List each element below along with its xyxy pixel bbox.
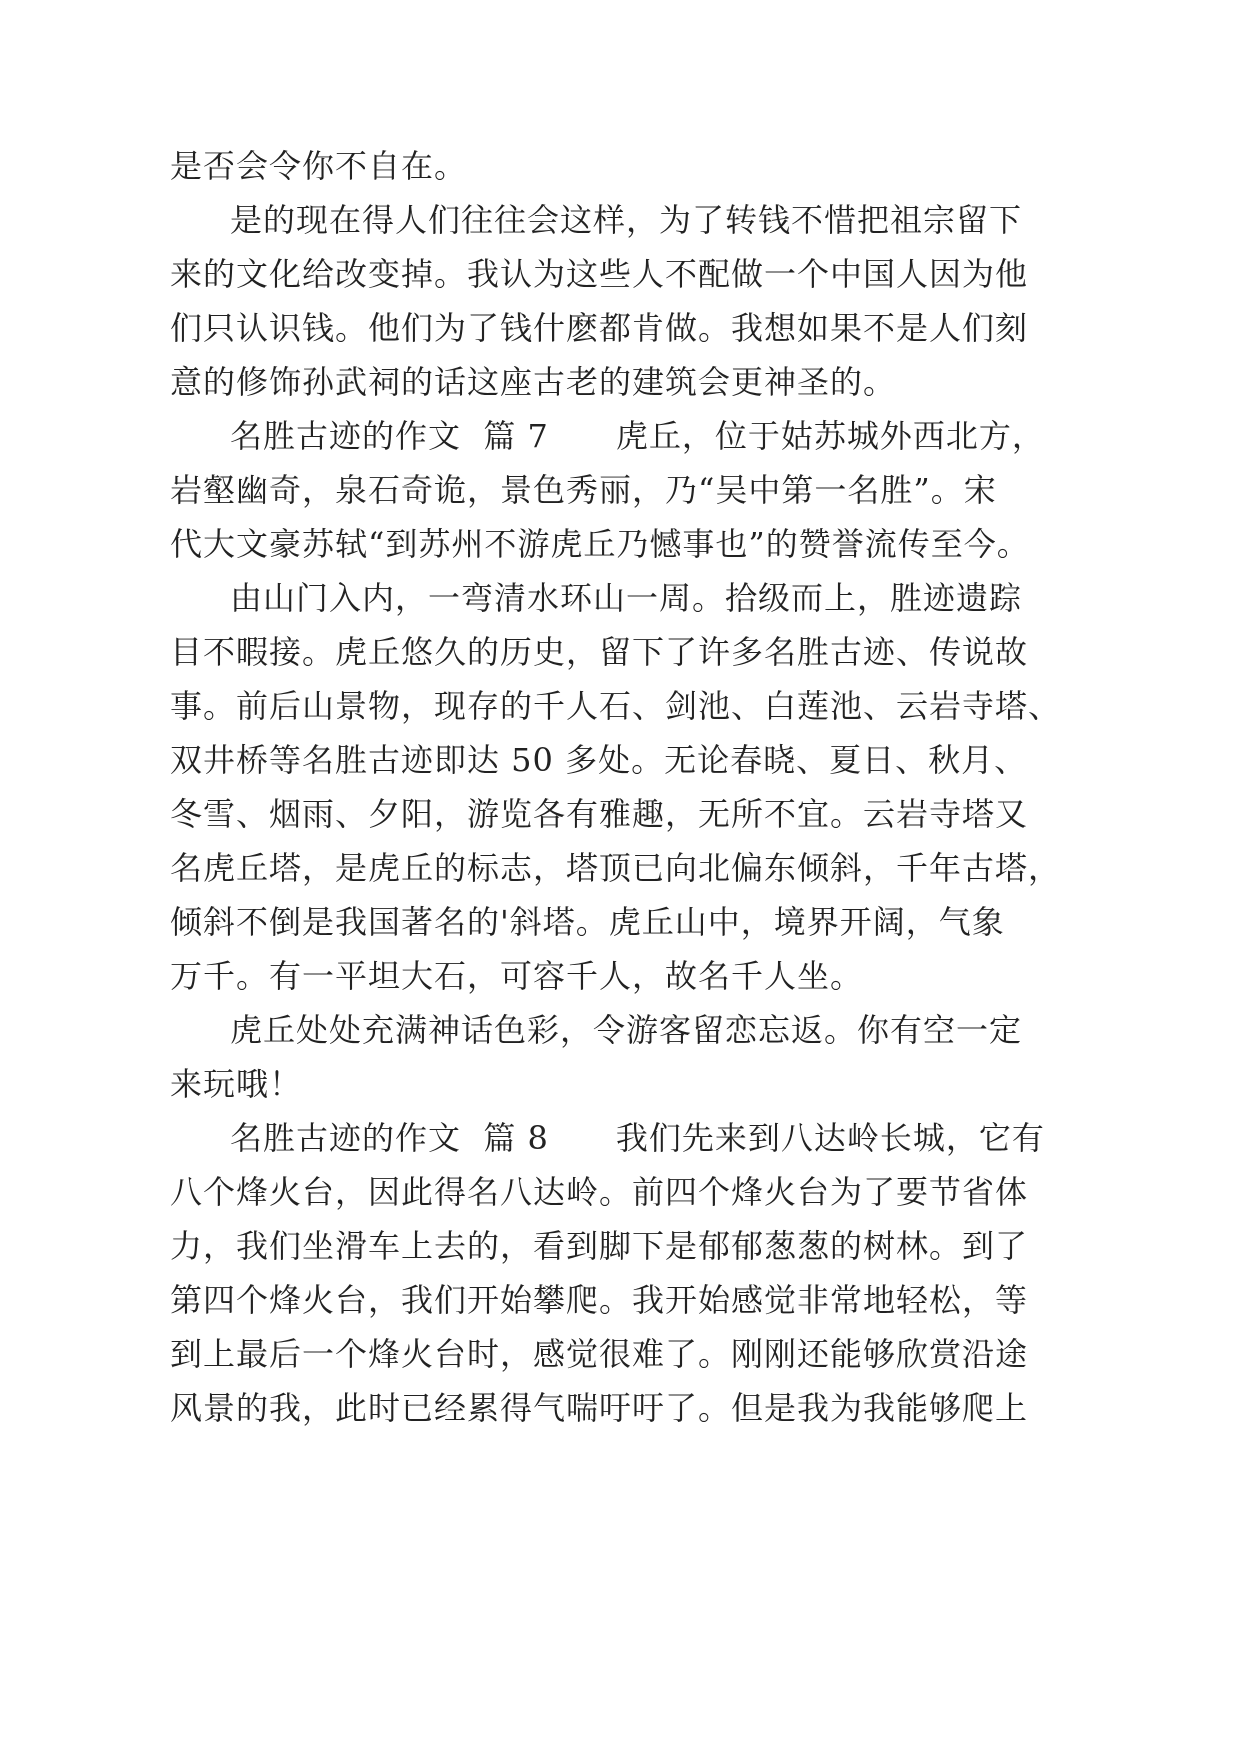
text-line: 目不暇接。虎丘悠久的历史，留下了许多名胜古迹、传说故 bbox=[170, 633, 1029, 671]
paragraph-first-line: 由山门入内，一弯清水环山一周。拾级而上，胜迹遗踪 bbox=[230, 579, 1023, 617]
text-line: 来的文化给改变掉。我认为这些人不配做一个中国人因为他 bbox=[170, 255, 1029, 293]
text-line: 事。前后山景物，现存的千人石、剑池、白莲池、云岩寺塔、 bbox=[170, 687, 1062, 725]
text-line: 第四个烽火台，我们开始攀爬。我开始感觉非常地轻松，等 bbox=[170, 1281, 1029, 1319]
section-heading-line: 名胜古迹的作文 篇 8 我们先来到八达岭长城，它有 bbox=[230, 1119, 1045, 1157]
text-line: 们只认识钱。他们为了钱什麽都肯做。我想如果不是人们刻 bbox=[170, 309, 1029, 347]
text-line: 意的修饰孙武祠的话这座古老的建筑会更神圣的。 bbox=[170, 363, 897, 401]
text-line: 来玩哦！ bbox=[170, 1065, 303, 1103]
text-line: 代大文豪苏轼“到苏州不游虎丘乃憾事也”的赞誉流传至今。 bbox=[170, 525, 1030, 563]
text-line: 是否会令你不自在。 bbox=[170, 147, 468, 185]
paragraph-first-line: 虎丘处处充满神话色彩，令游客留恋忘返。你有空一定 bbox=[230, 1011, 1023, 1049]
text-line: 名虎丘塔，是虎丘的标志，塔顶已向北偏东倾斜，千年古塔， bbox=[170, 849, 1062, 887]
text-line: 风景的我，此时已经累得气喘吁吁了。但是我为我能够爬上 bbox=[170, 1389, 1029, 1427]
text-line: 冬雪、烟雨、夕阳，游览各有雅趣，无所不宜。云岩寺塔又 bbox=[170, 795, 1029, 833]
text-line: 双井桥等名胜古迹即达 50 多处。无论春晓、夏日、秋月、 bbox=[170, 741, 1028, 779]
text-line: 力，我们坐滑车上去的，看到脚下是郁郁葱葱的树林。到了 bbox=[170, 1227, 1029, 1265]
text-line: 到上最后一个烽火台时，感觉很难了。刚刚还能够欣赏沿途 bbox=[170, 1335, 1029, 1373]
text-line: 倾斜不倒是我国著名的'斜塔。虎丘山中，境界开阔，气象 bbox=[170, 903, 1005, 941]
section-heading-line: 名胜古迹的作文 篇 7 虎丘，位于姑苏城外西北方， bbox=[230, 417, 1045, 455]
paragraph-first-line: 是的现在得人们往往会这样，为了转钱不惜把祖宗留下 bbox=[230, 201, 1023, 239]
text-line: 八个烽火台，因此得名八达岭。前四个烽火台为了要节省体 bbox=[170, 1173, 1029, 1211]
text-line: 万千。有一平坦大石，可容千人，故名千人坐。 bbox=[170, 957, 864, 995]
text-line: 岩壑幽奇，泉石奇诡，景色秀丽，乃“吴中第一名胜”。宋 bbox=[170, 471, 997, 509]
